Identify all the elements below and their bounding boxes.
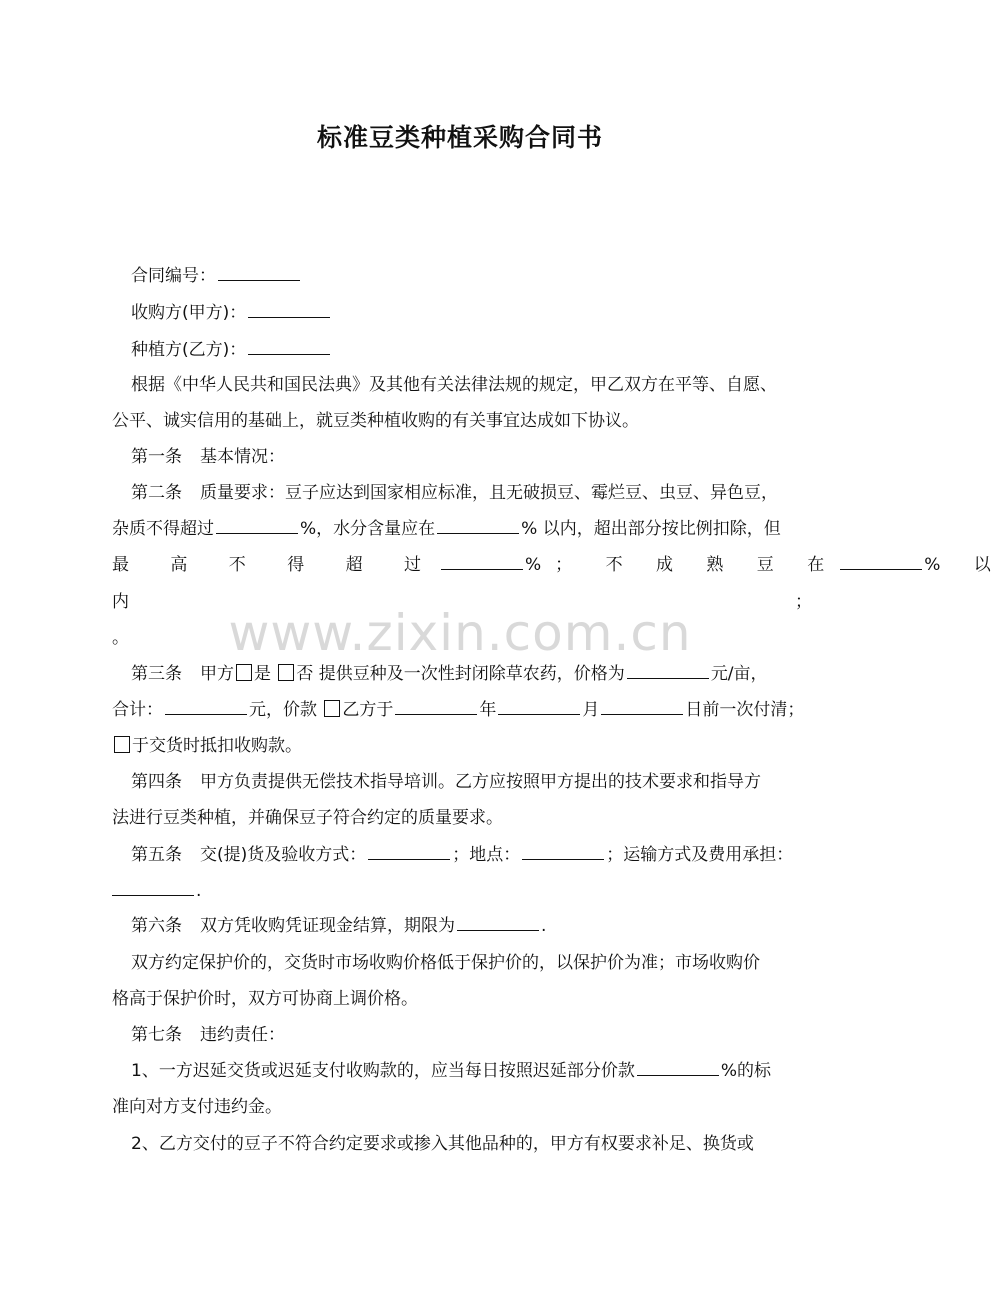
article-3-line-2: 合计： 元，价款 乙方于 年 月 日前一次付清； — [112, 700, 805, 720]
article-2-line-2: 杂质不得超过 %，水分含量应在 % 以内，超出部分按比例扣除，但 — [112, 519, 781, 539]
article-7-item-1-line-2: 准向对方支付违约金。 — [112, 1097, 282, 1117]
document-title: 标准豆类种植采购合同书 — [316, 123, 603, 152]
article-7: 第七条 违约责任： — [131, 1025, 285, 1045]
article-2-line-3: 最 高 不 得 超 过 %； 不 成 熟 豆 在 % 以 — [112, 555, 1005, 575]
immature-blank — [840, 553, 922, 570]
intro-line-2: 公平、诚实信用的基础上，就豆类种植收购的有关事宜达成如下协议。 — [112, 411, 639, 431]
article-7-item-2-line-1: 2、乙方交付的豆子不符合约定要求或掺入其他品种的，甲方有权要求补足、换货或 — [131, 1134, 754, 1154]
moisture-blank — [437, 517, 519, 534]
location-blank — [522, 843, 604, 860]
watermark: www.zixin.com.cn — [228, 604, 692, 662]
protection-price-line-2: 格高于保护价时，双方可协商上调价格。 — [112, 989, 418, 1009]
article-2-line-4: 内 ； — [112, 592, 812, 612]
article-3-heading: 第三条 — [131, 664, 182, 684]
article-3-line-3: 于交货时抵扣收购款。 — [112, 734, 812, 758]
grower-line — [131, 338, 811, 362]
penalty-rate-blank — [637, 1059, 719, 1076]
article-4-line-1: 第四条 甲方负责提供无偿技术指导培训。乙方应按照甲方提出的技术要求和指导方 — [131, 772, 761, 792]
contract-number-label: 合同编号： — [131, 266, 216, 286]
year-blank — [395, 698, 477, 715]
max-limit-blank — [441, 553, 523, 570]
transport-cost-blank — [112, 879, 194, 896]
article-7-heading: 第七条 — [131, 1025, 182, 1045]
article-1 — [131, 445, 811, 469]
settlement-period-blank — [457, 914, 539, 931]
checkbox-pay-before[interactable] — [324, 700, 340, 717]
checkbox-no[interactable] — [278, 664, 294, 681]
impurity-blank — [216, 517, 298, 534]
article-1-text: 基本情况： — [200, 447, 285, 467]
contract-number-blank — [218, 264, 300, 281]
article-3-line-1: 第三条 甲方 是 否 提供豆种及一次性封闭除草农药，价格为 元/亩， — [131, 664, 768, 684]
grower-label: 种植方(乙方)： — [131, 340, 247, 360]
article-5-line-2: . — [112, 879, 812, 903]
delivery-method-blank — [368, 843, 450, 860]
price-blank — [627, 662, 709, 679]
grower-blank — [248, 338, 330, 355]
month-blank — [498, 698, 580, 715]
buyer-blank — [248, 301, 330, 318]
total-blank — [165, 698, 247, 715]
day-blank — [601, 698, 683, 715]
article-1-heading: 第一条 — [131, 447, 182, 467]
checkbox-yes[interactable] — [236, 664, 252, 681]
article-2-line-5: 。 — [112, 628, 129, 648]
contract-number-line — [131, 264, 811, 288]
article-2-heading: 第二条 — [131, 483, 182, 503]
intro-line-1: 根据《中华人民共和国民法典》及其他有关法律法规的规定，甲乙双方在平等、自愿、 — [131, 375, 777, 395]
article-5-line-1: 第五条 交(提)货及验收方式： ；地点： ；运输方式及费用承担： — [131, 845, 794, 865]
article-6-line-1: 第六条 双方凭收购凭证现金结算，期限为 . — [131, 916, 547, 936]
article-4-line-2: 法进行豆类种植，并确保豆子符合约定的质量要求。 — [112, 808, 503, 828]
article-6-heading: 第六条 — [131, 916, 182, 936]
article-2-line-1: 第二条 质量要求：豆子应达到国家相应标准，且无破损豆、霉烂豆、虫豆、异色豆， — [131, 483, 778, 503]
checkbox-deduct[interactable] — [114, 736, 130, 753]
article-4-heading: 第四条 — [131, 772, 182, 792]
article-5-heading: 第五条 — [131, 845, 182, 865]
protection-price-line-1: 双方约定保护价的，交货时市场收购价格低于保护价的，以保护价为准；市场收购价 — [131, 953, 760, 973]
buyer-label: 收购方(甲方)： — [131, 303, 247, 323]
article-7-item-1-line-1: 1、一方迟延交货或迟延支付收购款的，应当每日按照迟延部分价款 %的标 — [131, 1061, 771, 1081]
buyer-line — [131, 301, 811, 325]
